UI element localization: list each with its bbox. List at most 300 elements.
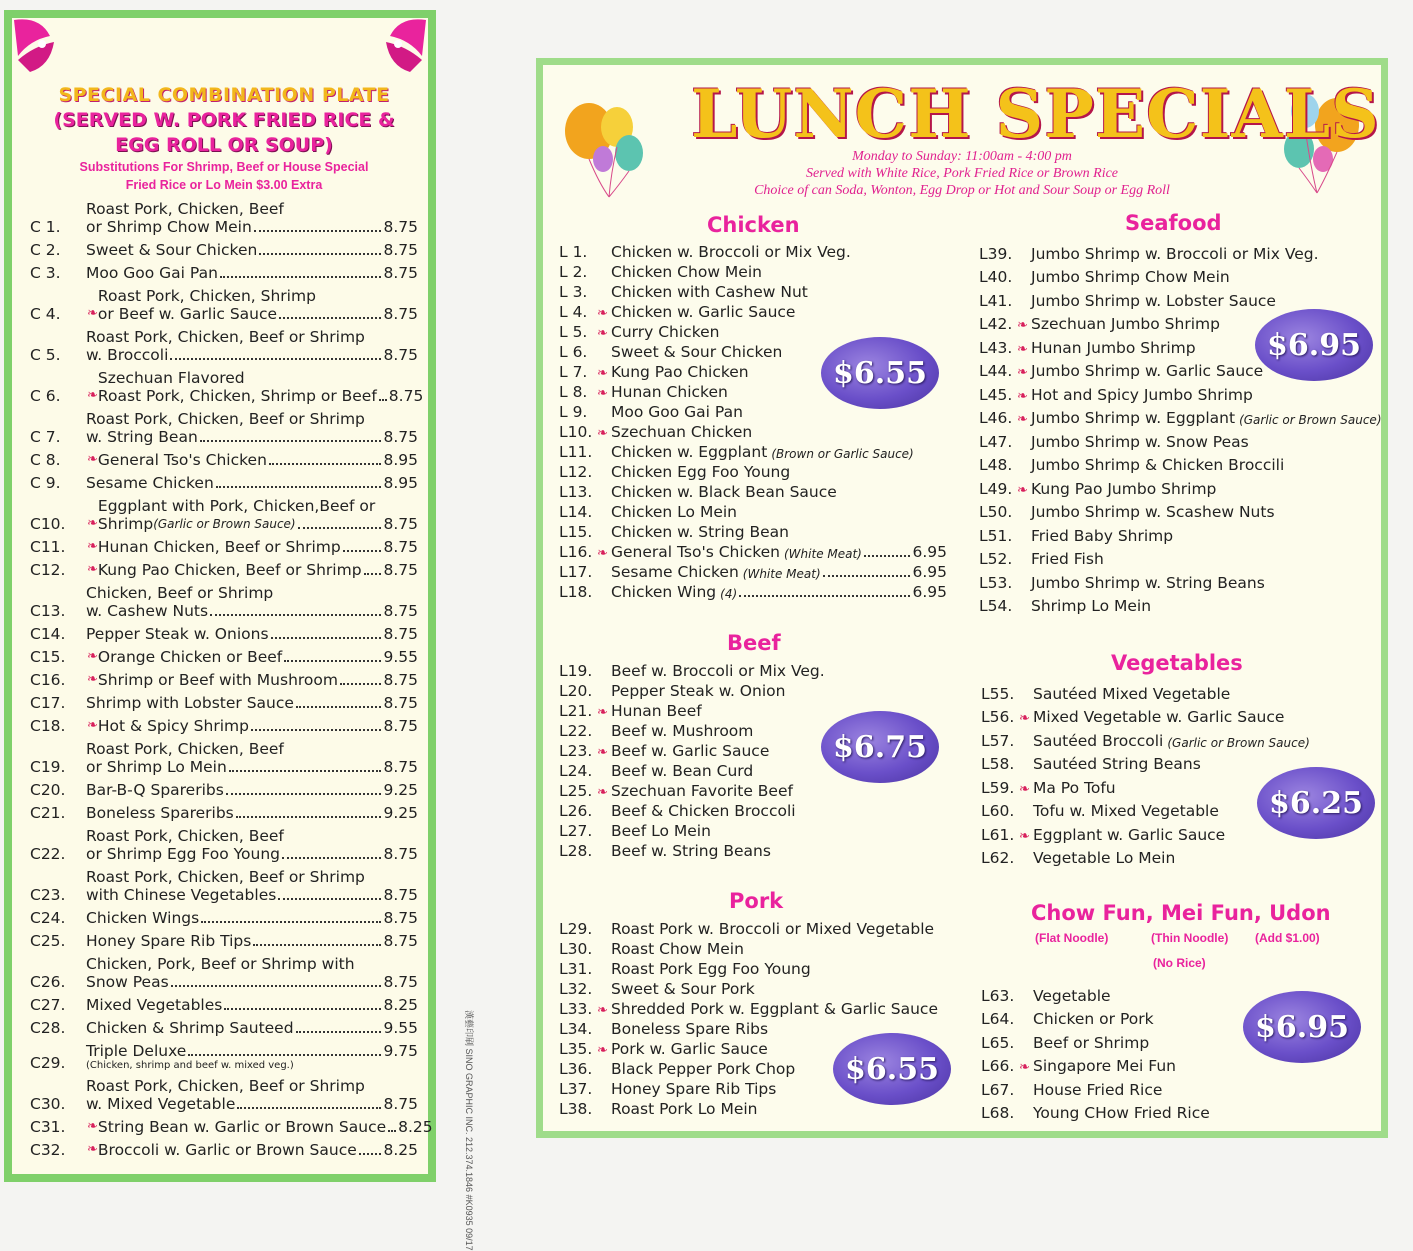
dot-leader	[229, 770, 382, 772]
item-text	[1019, 1057, 1281, 1075]
no-rice-label: (No Rice)	[1153, 956, 1206, 970]
item-price: 8.75	[383, 305, 418, 323]
item-code: L38.	[559, 1100, 593, 1118]
item-line-2	[86, 474, 418, 492]
chicken-item	[559, 301, 947, 321]
item-description	[98, 561, 418, 579]
item-name: House Fried Rice	[1033, 1080, 1163, 1099]
item-code: L18.	[559, 583, 593, 601]
item-line-2	[98, 671, 418, 689]
item-code: L58.	[981, 755, 1015, 773]
item-price: 8.75	[383, 671, 418, 689]
item-code: C31.	[30, 1118, 66, 1136]
item-name: Sweet & Sour Pork	[611, 980, 755, 998]
hot-pepper-icon: ❧	[597, 1003, 608, 1018]
hot-pepper-icon: ❧	[87, 718, 98, 733]
item-name: Jumbo Shrimp w. Garlic Sauce	[1031, 362, 1264, 380]
item-description	[86, 932, 418, 950]
lunch-specials-title: LUNCH SPECIALS	[691, 75, 1380, 153]
dot-leader	[298, 527, 382, 529]
item-code: L20.	[559, 682, 593, 700]
dot-leader	[823, 575, 911, 577]
item-description	[86, 781, 418, 799]
item-code: C22.	[30, 845, 66, 863]
item-note: (White Meat)	[742, 567, 821, 581]
hot-pepper-icon: ❧	[1017, 388, 1028, 404]
combination-subtitle-2: EGG ROLL OR SOUP)	[115, 134, 333, 156]
item-text	[1031, 527, 1379, 545]
item-price: 8.75	[383, 538, 418, 556]
item-text	[1033, 987, 1281, 1005]
item-line-2	[98, 305, 418, 323]
item-text	[1031, 597, 1379, 615]
item-description	[86, 740, 418, 776]
combo-item	[30, 561, 418, 579]
noodles-item	[981, 1075, 1281, 1099]
item-name: Chicken w. Eggplant	[611, 443, 768, 461]
item-price: 8.75	[383, 973, 418, 991]
chicken-item	[559, 461, 947, 481]
item-description	[86, 410, 418, 446]
item-code: C25.	[30, 932, 66, 950]
item-name: w. Cashew Nuts	[86, 602, 209, 620]
item-name: Beef or Shrimp	[1033, 1033, 1150, 1052]
combo-item	[30, 996, 418, 1014]
item-code: C12.	[30, 561, 66, 579]
combo-item	[30, 740, 418, 776]
beef-item	[559, 680, 947, 700]
item-code: L17.	[559, 563, 593, 581]
item-name: Boneless Spare Ribs	[611, 1020, 769, 1038]
lunch-specials-card	[543, 65, 1381, 1131]
item-line-2	[86, 218, 418, 236]
item-price: 8.75	[388, 387, 424, 405]
item-description	[86, 474, 418, 492]
item-text	[611, 802, 947, 820]
hot-pepper-icon: ❧	[87, 672, 98, 687]
item-line-2	[86, 1042, 418, 1060]
item-text	[1017, 409, 1382, 427]
item-code: L39.	[979, 244, 1013, 263]
item-description	[86, 694, 418, 712]
hot-pepper-icon: ❧	[597, 705, 608, 720]
item-code: L67.	[981, 1080, 1015, 1099]
item-text	[1019, 708, 1371, 726]
item-text	[611, 960, 969, 978]
item-code: L51.	[979, 526, 1013, 545]
item-name: or Shrimp Egg Foo Young	[86, 845, 281, 863]
item-price: 8.75	[383, 694, 418, 712]
item-name: Mixed Vegetable w. Garlic Sauce	[1033, 708, 1285, 726]
item-code: L46.	[979, 409, 1013, 427]
item-text	[611, 563, 947, 581]
item-description	[98, 451, 418, 469]
item-code: L 1.	[559, 243, 588, 261]
combination-title: SPECIAL COMBINATION PLATE	[58, 84, 390, 106]
item-code: L59.	[981, 778, 1015, 797]
combination-plate-card	[12, 18, 433, 1174]
seafood-item	[979, 498, 1379, 522]
item-code: L55.	[981, 684, 1015, 703]
seafood-item	[979, 404, 1382, 428]
item-code: L10.	[559, 423, 593, 441]
item-price: 9.55	[383, 648, 418, 666]
item-price: 8.75	[383, 932, 418, 950]
item-code: C 6.	[30, 387, 61, 405]
item-text	[611, 483, 947, 501]
item-code: L65.	[981, 1033, 1015, 1052]
item-code: C13.	[30, 602, 66, 620]
item-code: C10.	[30, 515, 66, 533]
item-name: Boneless Spareribs	[86, 804, 234, 822]
dot-leader	[284, 660, 381, 662]
item-code: C28.	[30, 1019, 66, 1037]
thin-noodle-label: (Thin Noodle)	[1151, 931, 1229, 945]
item-description	[86, 909, 418, 927]
hot-pepper-icon: ❧	[87, 306, 98, 321]
noodles-item	[981, 1052, 1281, 1076]
item-name: Hunan Chicken	[611, 383, 728, 401]
item-line-2	[98, 1118, 433, 1136]
item-text	[611, 503, 947, 521]
item-line-1: Szechuan Flavored	[97, 369, 245, 387]
seafood-item	[979, 239, 1379, 263]
item-description	[86, 868, 418, 904]
item-price: 8.75	[383, 218, 418, 236]
butterfly-ornament-icon	[366, 16, 430, 76]
combo-item	[30, 804, 418, 822]
item-name: Fried Fish	[1031, 550, 1104, 568]
item-text	[1033, 1104, 1281, 1122]
hot-pepper-icon: ❧	[87, 452, 98, 467]
item-name: Sesame Chicken	[86, 474, 214, 492]
item-name: Beef w. String Beans	[611, 842, 771, 860]
item-description	[86, 804, 418, 822]
item-price: 8.25	[383, 996, 418, 1014]
item-name: Sesame Chicken	[611, 563, 739, 581]
vegetables-item	[981, 844, 1371, 868]
item-code: L35.	[559, 1040, 593, 1058]
item-text	[1031, 292, 1379, 310]
item-name: Jumbo Shrimp w. Lobster Sauce	[1031, 291, 1276, 310]
item-name: Jumbo Shrimp w. Eggplant	[1031, 409, 1236, 427]
item-name: Chicken w. String Bean	[611, 523, 789, 541]
item-name: Jumbo Shrimp w. String Beans	[1031, 573, 1265, 592]
item-code: L62.	[981, 849, 1015, 867]
seafood-list	[979, 239, 1382, 615]
item-name: Roast Chow Mein	[611, 940, 744, 958]
item-name: w. String Bean	[86, 428, 198, 446]
item-description	[98, 1118, 433, 1136]
seafood-item	[979, 451, 1379, 475]
item-text	[1033, 849, 1371, 867]
chicken-item	[559, 481, 947, 501]
item-text	[611, 842, 947, 860]
item-code: L33.	[559, 1000, 593, 1018]
item-name: Curry Chicken	[611, 323, 720, 341]
price-badge-chicken: $6.55	[821, 337, 939, 409]
item-description	[86, 328, 418, 364]
section-title-seafood: Seafood	[1125, 211, 1222, 235]
item-code: L44.	[979, 362, 1013, 380]
pork-item	[559, 918, 969, 938]
item-description	[98, 287, 418, 323]
seafood-item	[979, 545, 1379, 569]
chicken-item	[559, 501, 947, 521]
item-text	[1031, 503, 1379, 521]
item-name: or Shrimp Chow Mein	[86, 218, 252, 236]
item-text	[611, 682, 947, 700]
combo-item	[30, 241, 418, 259]
dot-leader	[282, 857, 381, 859]
item-name: Young CHow Fried Rice	[1033, 1104, 1210, 1122]
item-code: C 8.	[30, 451, 61, 469]
dot-leader	[278, 898, 381, 900]
item-name: Szechuan Chicken	[611, 423, 753, 441]
item-code: C30.	[30, 1095, 66, 1113]
dot-leader	[188, 1054, 381, 1056]
dot-leader	[171, 985, 382, 987]
item-code: L61.	[981, 825, 1015, 844]
item-description	[86, 827, 418, 863]
item-code: C 4.	[30, 305, 61, 323]
dot-leader	[388, 1130, 396, 1132]
item-name: Shrimp Lo Mein	[1031, 597, 1152, 615]
noodles-item	[981, 1028, 1281, 1052]
item-code: C20.	[30, 781, 66, 799]
dot-leader	[236, 816, 382, 818]
item-line-2	[86, 602, 418, 620]
item-note: (Brown or Garlic Sauce)	[771, 447, 914, 461]
item-code: L25.	[559, 782, 593, 800]
seafood-item	[979, 427, 1379, 451]
dot-leader	[739, 595, 910, 597]
section-title-pork: Pork	[729, 889, 784, 913]
item-text	[1031, 245, 1379, 263]
chicken-item	[559, 241, 947, 261]
item-code: L68.	[981, 1104, 1015, 1122]
item-code: L40.	[979, 268, 1013, 286]
item-code: L30.	[559, 940, 593, 958]
item-description	[86, 1042, 418, 1072]
item-name: Sautéed Mixed Vegetable	[1033, 684, 1231, 703]
pork-item	[559, 938, 969, 958]
item-name: Jumbo Shrimp & Chicken Broccili	[1031, 456, 1285, 474]
item-name: Chicken Chow Mein	[611, 263, 762, 281]
item-name: Szechuan Favorite Beef	[611, 782, 793, 800]
item-price: 8.75	[383, 845, 418, 863]
item-name: Roast Pork Egg Foo Young	[611, 960, 811, 978]
item-name: Chicken with Cashew Nut	[611, 283, 808, 301]
item-code: C 1.	[30, 218, 61, 236]
item-code: C19.	[30, 758, 66, 776]
combo-item	[30, 827, 418, 863]
item-name: Hunan Jumbo Shrimp	[1031, 338, 1196, 357]
item-name: Sautéed Broccoli	[1033, 731, 1164, 750]
seafood-item	[979, 474, 1379, 498]
hours-line: Monday to Sunday: 11:00am - 4:00 pm	[852, 149, 1072, 164]
dot-leader	[271, 637, 382, 639]
item-description	[98, 369, 423, 405]
item-line-2	[86, 973, 418, 991]
combo-item	[30, 932, 418, 950]
dot-leader	[269, 463, 382, 465]
item-price: 6.95	[912, 563, 947, 581]
item-description	[86, 625, 418, 643]
dot-leader	[200, 440, 382, 442]
item-code: L57.	[981, 731, 1015, 750]
hot-pepper-icon: ❧	[87, 1142, 98, 1157]
item-code: C 7.	[30, 428, 61, 446]
item-code: C24.	[30, 909, 66, 927]
item-price: 8.75	[383, 561, 418, 579]
dot-leader	[210, 614, 381, 616]
item-name: Ma Po Tofu	[1033, 778, 1116, 797]
hot-pepper-icon: ❧	[1017, 365, 1028, 380]
item-description	[86, 996, 418, 1014]
item-name: Pepper Steak w. Onions	[86, 625, 269, 643]
item-text	[1031, 550, 1379, 568]
dot-leader	[296, 706, 382, 708]
item-code: L24.	[559, 762, 593, 780]
item-name: Shrimp	[97, 515, 154, 533]
item-name: Hot and Spicy Jumbo Shrimp	[1031, 385, 1253, 404]
combo-item	[30, 625, 418, 643]
pork-item	[559, 998, 969, 1018]
combo-item	[30, 1077, 418, 1113]
udon-surcharge-label: (Add $1.00)	[1255, 931, 1320, 945]
substitution-note-1: Substitutions For Shrimp, Beef or House Special	[79, 160, 369, 174]
item-code: L27.	[559, 822, 593, 840]
combo-item	[30, 451, 418, 469]
item-description	[86, 1077, 418, 1113]
item-name: Bar-B-Q Spareribs	[86, 781, 224, 799]
dot-leader	[364, 573, 382, 575]
price-badge-seafood: $6.95	[1255, 309, 1373, 381]
item-name: Black Pepper Pork Chop	[611, 1060, 796, 1078]
item-code: L22.	[559, 722, 593, 740]
item-name: Kung Pao Chicken, Beef or Shrimp	[97, 561, 362, 579]
item-line-2	[86, 996, 418, 1014]
item-price: 8.75	[383, 758, 418, 776]
item-text	[597, 1000, 969, 1018]
item-code: L66.	[981, 1057, 1015, 1075]
item-name: Chicken w. Broccoli or Mix Veg.	[611, 243, 851, 261]
hours-info	[543, 148, 1381, 199]
item-line-2	[86, 932, 418, 950]
item-text	[1033, 1034, 1281, 1052]
item-note: (Garlic or Brown Sauce)	[1167, 735, 1310, 750]
noodles-item	[981, 1099, 1281, 1123]
dot-leader	[254, 230, 382, 232]
item-line-2	[86, 694, 418, 712]
item-name: Roast Pork, Chicken, Shrimp or Beef	[97, 387, 377, 405]
item-description	[98, 538, 418, 556]
served-with-line: Served with White Rice, Pork Fried Rice or Brown Rice	[805, 166, 1119, 181]
item-line-1: Roast Pork, Chicken, Beef or Shrimp	[86, 410, 365, 428]
item-name: String Bean w. Garlic or Brown Sauce	[97, 1118, 387, 1136]
item-line-2	[86, 241, 418, 259]
item-line-1: Roast Pork, Chicken, Shrimp	[97, 287, 316, 305]
item-name: Pepper Steak w. Onion	[611, 682, 786, 700]
item-name: Kung Pao Jumbo Shrimp	[1031, 479, 1217, 498]
combo-item	[30, 955, 418, 991]
hot-pepper-icon: ❧	[597, 546, 608, 561]
hot-pepper-icon: ❧	[597, 426, 608, 441]
beef-item	[559, 780, 947, 800]
item-line-1: Roast Pork, Chicken, Beef or Shrimp	[86, 328, 365, 346]
item-line-2	[86, 758, 418, 776]
item-text	[611, 662, 947, 680]
item-code: L 4.	[559, 303, 588, 321]
substitution-note-2: Fried Rice or Lo Mein $3.00 Extra	[125, 178, 323, 192]
item-code: C 5.	[30, 346, 61, 364]
item-price: 8.25	[383, 1141, 418, 1159]
item-code: L48.	[979, 456, 1013, 474]
beef-item	[559, 660, 947, 680]
dot-leader	[259, 253, 381, 255]
item-name: Sweet & Sour Chicken	[86, 241, 258, 259]
item-name: Sautéed String Beans	[1033, 755, 1201, 773]
item-code: L21.	[559, 702, 593, 720]
printer-credit: 漢藝印刷 SINO GRAPHIC INC. 212.374.1846 #K0935 09/17	[464, 1010, 474, 1251]
combo-item	[30, 264, 418, 282]
item-code: L47.	[979, 432, 1013, 451]
item-text	[611, 443, 947, 461]
item-text	[1017, 479, 1379, 498]
item-code: C 3.	[30, 264, 61, 282]
hot-pepper-icon: ❧	[1019, 828, 1030, 844]
item-name: Shrimp with Lobster Sauce	[86, 694, 294, 712]
item-line-1: Roast Pork, Chicken, Beef or Shrimp	[86, 868, 365, 886]
combo-item	[30, 671, 418, 689]
item-name: Roast Pork w. Broccoli or Mixed Vegetable	[611, 920, 935, 938]
hot-pepper-icon: ❧	[1017, 412, 1028, 427]
hot-pepper-icon: ❧	[1017, 341, 1028, 357]
item-line-2	[86, 428, 418, 446]
combo-item	[30, 1118, 433, 1136]
item-name: Tofu w. Mixed Vegetable	[1033, 802, 1219, 820]
item-name: Jumbo Shrimp w. Broccoli or Mix Veg.	[1031, 244, 1319, 263]
item-code: L31.	[559, 960, 593, 978]
hot-pepper-icon: ❧	[1019, 781, 1030, 797]
price-badge-noodles: $6.95	[1243, 991, 1361, 1063]
combo-item	[30, 369, 424, 405]
item-code: L 6.	[559, 343, 588, 361]
item-code: L26.	[559, 802, 593, 820]
item-text	[1031, 456, 1379, 474]
noodles-list	[981, 981, 1281, 1122]
item-text	[1031, 268, 1379, 286]
chicken-item	[559, 521, 947, 541]
combo-item	[30, 497, 418, 533]
chicken-list	[559, 241, 947, 601]
item-code: C16.	[30, 671, 66, 689]
item-code: C32.	[30, 1141, 66, 1159]
item-price: 9.25	[383, 804, 418, 822]
section-title-noodles: Chow Fun, Mei Fun, Udon	[1031, 901, 1331, 925]
item-code: C23.	[30, 886, 66, 904]
dot-leader	[296, 1031, 382, 1033]
item-text	[1031, 433, 1379, 451]
hot-pepper-icon: ❧	[87, 539, 98, 554]
item-text	[611, 980, 969, 998]
item-code: C27.	[30, 996, 66, 1014]
item-code: L53.	[979, 573, 1013, 592]
item-name: or Beef w. Garlic Sauce	[97, 305, 278, 323]
seafood-item	[979, 380, 1379, 404]
item-price: 8.25	[398, 1118, 433, 1136]
